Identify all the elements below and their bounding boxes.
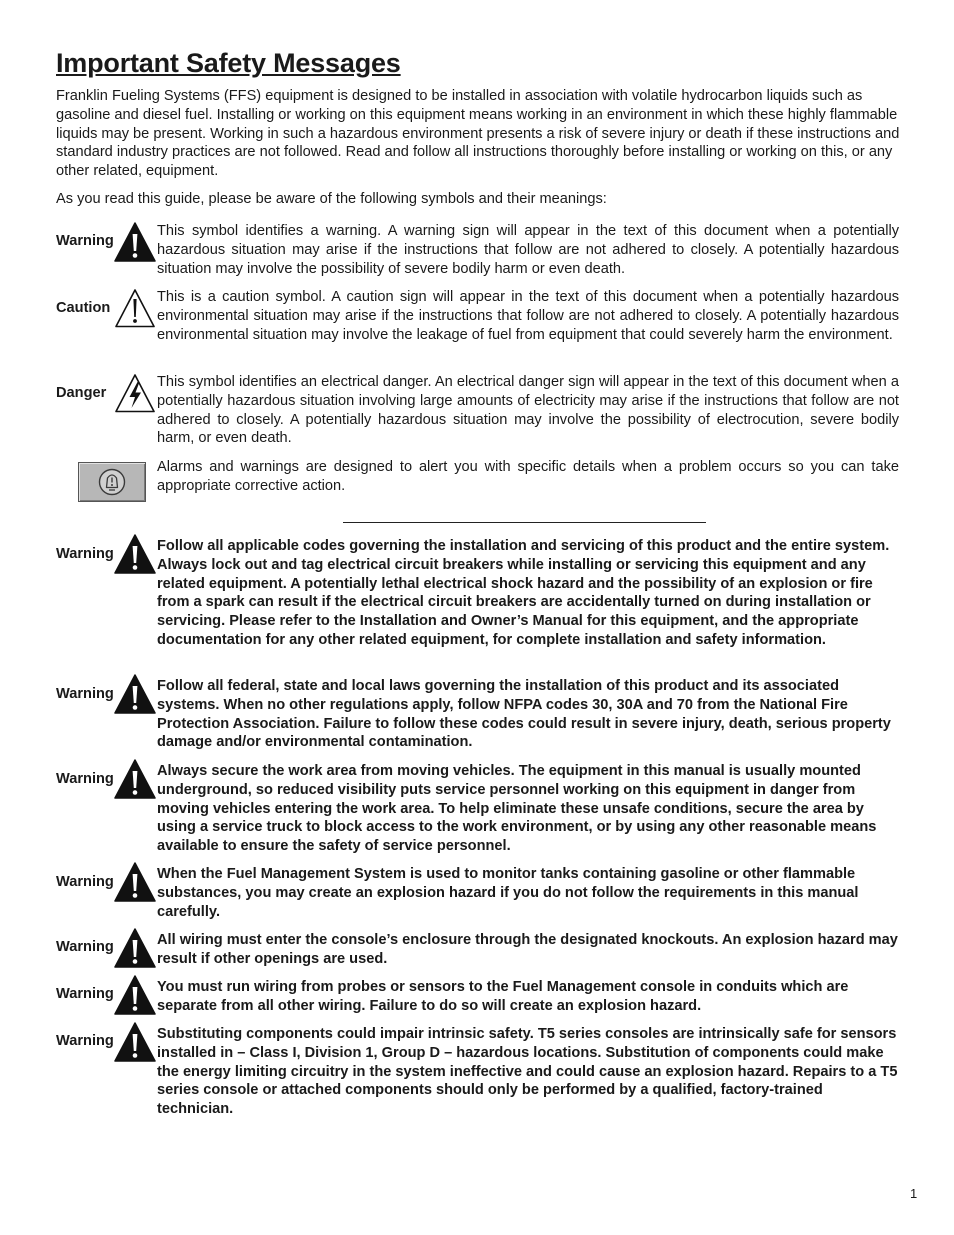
warning-text: Substituting components could impair intrinsic safety. T5 series consoles are intrinsically safe for sensors installed in – Class I, Division 1, Group D – hazardous locations. Substitution of components could make the energy limiting circuitry in the system ineffective and could cause an explosion hazard. Repairs to a T5 series console or attached components should only be performed by a qualified, factory-trained technician. [157,1026,898,1118]
warning-triangle-icon [114,759,156,799]
warning-message [56,978,901,1018]
warning-label: Warning [56,939,114,955]
warning-label: Warning [56,686,114,702]
warning-text: All wiring must enter the console’s enclosure through the designated knockouts. An explosion hazard may result if other openings are used. [157,932,898,967]
warning-message [56,931,901,971]
warning-message [56,865,901,923]
warning-triangle-icon [114,862,156,902]
warning-text: You must run wiring from probes or sensors to the Fuel Management console in conduits which are separate from all other wiring. Failure to do so will create an explosion hazard. [157,979,849,1014]
warning-triangle-icon [114,928,156,968]
warning-triangle-icon [114,222,156,262]
symbol-alarm [56,458,901,506]
alarm-bell-icon [78,462,146,502]
symbol-description: This symbol identifies a warning. A warning sign will appear in the text of this document when a potentially hazardous situation may arise if the instructions that follow are not adhered to closely. A potentially hazardous situation may involve the possibility of severe bodily harm or even death. [157,223,899,277]
section-divider [343,522,706,523]
warning-triangle-icon [114,1022,156,1062]
warning-label: Warning [56,771,114,787]
warning-triangle-icon [114,975,156,1015]
warning-text: Follow all applicable codes governing the installation and servicing of this product and the entire system. Always lock out and tag electrical circuit breakers while installing or servicing this equipment and any related equipment. A potentially lethal electrical shock hazard and the possibility of an explosion or fire from a spark can result if the electrical circuit breakers are accidentally turned on during installation or servicing. Please refer to the Installation and Owner’s Manual for this equipment, and the appropriate documentation for any other related equipment, for complete installation and safety information. [157,538,890,648]
warning-message [56,762,901,858]
symbol-label: Danger [56,385,107,401]
warning-label: Warning [56,986,114,1002]
intro-paragraph: Franklin Fueling Systems (FFS) equipment is designed to be installed in association with volatile hydrocarbon liquids such as gasoline and diesel fuel. Installing or working on this equipment means working in an environment in which these highly flammable liquids may be present. Working in such a hazardous environment presents a risk of severe injury or death if these instructions and standard industry practices are not followed. Read and follow all instructions thoroughly before installing or working on this, or any other related, equipment. [56,88,900,180]
warning-triangle-icon [114,674,156,714]
warning-label: Warning [56,546,114,562]
warning-message [56,1025,901,1121]
symbol-description: Alarms and warnings are designed to alert you with specific details when a problem occurs so you can take appropriate corrective action. [157,459,899,494]
symbol-danger [56,373,901,451]
warning-text: Follow all federal, state and local laws governing the installation of this product and its associated systems. When no other regulations apply, follow NFPA codes 30, 30A and 70 from the National Fire Protection Association. Failure to follow these codes could result in severe injury, death, serious property damage and/or environmental contamination. [157,678,891,751]
warning-message [56,677,901,753]
warning-label: Warning [56,874,114,890]
symbol-label: Warning [56,233,114,249]
symbol-warning [56,222,901,280]
warning-message [56,537,901,669]
symbol-caution [56,288,901,366]
warning-text: When the Fuel Management System is used to monitor tanks containing gasoline or other flammable substances, you may create an explosion hazard if you do not follow the requirements in this manual carefully. [157,866,859,920]
warning-text: Always secure the work area from moving vehicles. The equipment in this manual is usually mounted underground, so reduced visibility puts service personnel working on this equipment in danger from moving vehicles entering the work area. To help eliminate these unsafe conditions, secure the area by using a service truck to block access to the work environment, or by using any other reasonable means available to ensure the safety of service personnel. [157,763,877,855]
page-number: 1 [910,1186,918,1201]
symbol-label: Caution [56,300,111,316]
warning-label: Warning [56,1033,114,1049]
caution-triangle-icon [114,288,156,328]
page-title: Important Safety Messages [56,48,401,78]
symbol-description: This symbol identifies an electrical danger. An electrical danger sign will appear in the text of this document when a potentially hazardous situation involving large amounts of electricity may arise if the instructions that follow are not adhered to closely. A potentially hazardous situation may involve the possibility of electrocution, severe bodily harm, or even death. [157,374,899,447]
symbols-intro: As you read this guide, please be aware of the following symbols and their meanings: [56,191,607,207]
warning-triangle-icon [114,534,156,574]
symbol-description: This is a caution symbol. A caution sign will appear in the text of this document when a potentially hazardous environmental situation may arise if the instructions that follow are not adhered to closely. A potentially hazardous environmental situation may involve the leakage of fuel from equipment that could severely harm the environment. [157,289,899,343]
electrical-danger-icon [114,373,156,413]
